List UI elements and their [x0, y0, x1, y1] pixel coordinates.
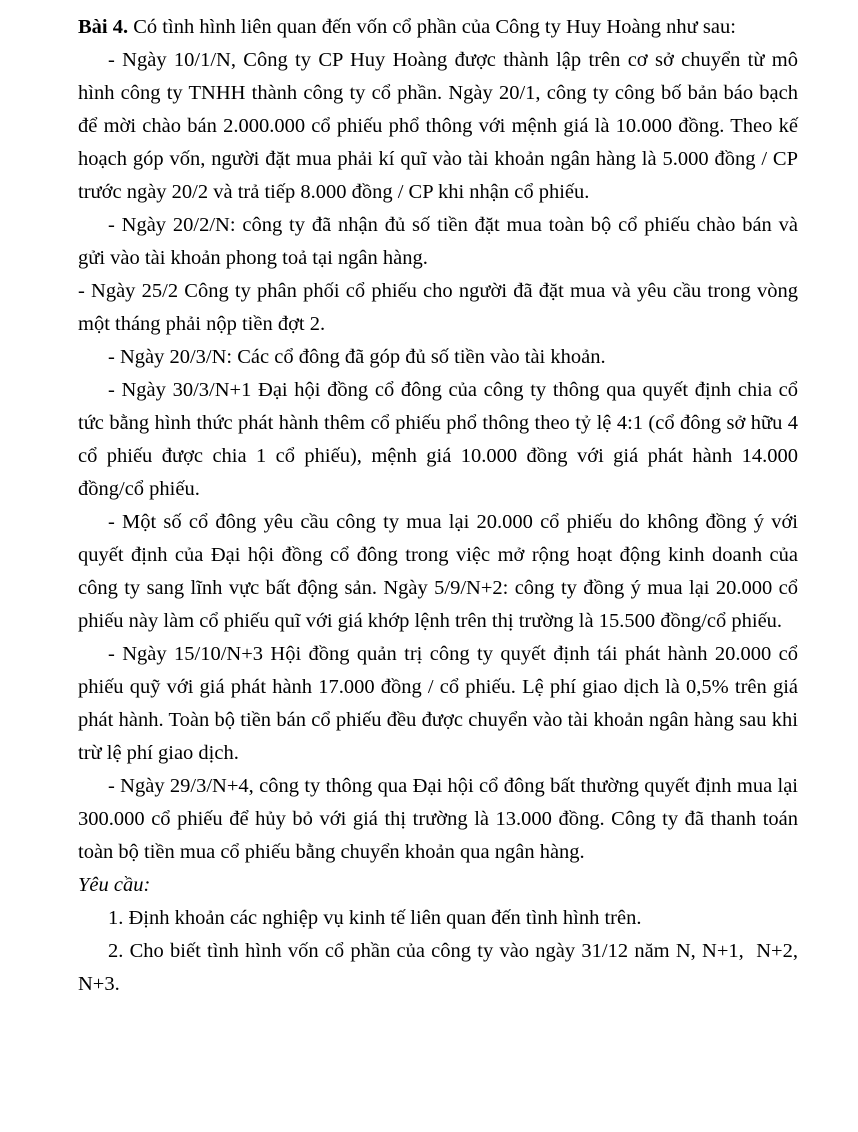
requirement-item-2: 2. Cho biết tình hình vốn cổ phần của công ty vào ngày 31/12 năm N, N+1, N+2, N+3. — [78, 940, 804, 995]
requirements-heading: Yêu cầu: — [78, 874, 151, 896]
event-paragraph-20-2-N: - Ngày 20/2/N: công ty đã nhận đủ số tiền đặt mua toàn bộ cổ phiếu chào bán và gửi vào tài khoản phong toả tại ngân hàng. — [78, 214, 798, 269]
event-paragraph-10-1-N: - Ngày 10/1/N, Công ty CP Huy Hoàng được thành lập trên cơ sở chuyển từ mô hình công ty TNHH thành công ty cổ phần. Ngày 20/1, công ty công bố bản báo bạch để mời chào bán 2.000.000 cổ phiếu phổ thông với mệnh giá là 10.000 đồng. Theo kế hoạch góp vốn, người đặt mua phải kí quĩ vào tài khoản ngân hàng là 5.000 đồng / CP trước ngày 20/2 và trả tiếp 8.000 đồng / CP khi nhận cổ phiếu. — [78, 49, 798, 203]
requirement-item-1: 1. Định khoản các nghiệp vụ kinh tế liên quan đến tình hình trên. — [108, 907, 642, 929]
event-paragraph-20-3-N: - Ngày 20/3/N: Các cổ đông đã góp đủ số tiền vào tài khoản. — [108, 346, 606, 368]
event-paragraph-30-3-N1: - Ngày 30/3/N+1 Đại hội đồng cổ đông của công ty thông qua quyết định chia cổ tức bằng hình thức phát hành thêm cổ phiếu phổ thông theo tỷ lệ 4:1 (cổ đông sở hữu 4 cổ phiếu được chia 1 cổ phiếu), mệnh giá 10.000 đồng với giá phát hành 14.000 đồng/cổ phiếu. — [78, 379, 798, 500]
exercise-intro-text: Có tình hình liên quan đến vốn cổ phần của Công ty Huy Hoàng như sau: — [128, 16, 736, 38]
exercise-heading — [78, 11, 798, 44]
exercise-number: Bài 4. — [78, 16, 129, 38]
event-paragraph-25-2: - Ngày 25/2 Công ty phân phối cổ phiếu cho người đã đặt mua và yêu cầu trong vòng một tháng phải nộp tiền đợt 2. — [78, 280, 798, 335]
event-paragraph-15-10-N3: - Ngày 15/10/N+3 Hội đồng quản trị công ty quyết định tái phát hành 20.000 cổ phiếu quỹ với giá phát hành 17.000 đồng / cổ phiếu. Lệ phí giao dịch là 0,5% trên giá phát hành. Toàn bộ tiền bán cổ phiếu đều được chuyển vào tài khoản ngân hàng sau khi trừ lệ phí giao dịch. — [78, 643, 798, 764]
event-paragraph-29-3-N4: - Ngày 29/3/N+4, công ty thông qua Đại hội cổ đông bất thường quyết định mua lại 300.000 cổ phiếu để hủy bỏ với giá thị trường là 13.000 đồng. Công ty đã thanh toán toàn bộ tiền mua cổ phiếu bằng chuyển khoản qua ngân hàng. — [78, 775, 798, 863]
event-paragraph-5-9-N2: - Một số cổ đông yêu cầu công ty mua lại 20.000 cổ phiếu do không đồng ý với quyết định của Đại hội đồng cổ đông trong việc mở rộng hoạt động kinh doanh của công ty sang lĩnh vực bất động sản. Ngày 5/9/N+2: công ty đồng ý mua lại 20.000 cổ phiếu này làm cổ phiếu quĩ với giá khớp lệnh trên thị trường là 15.500 đồng/cổ phiếu. — [78, 511, 798, 632]
